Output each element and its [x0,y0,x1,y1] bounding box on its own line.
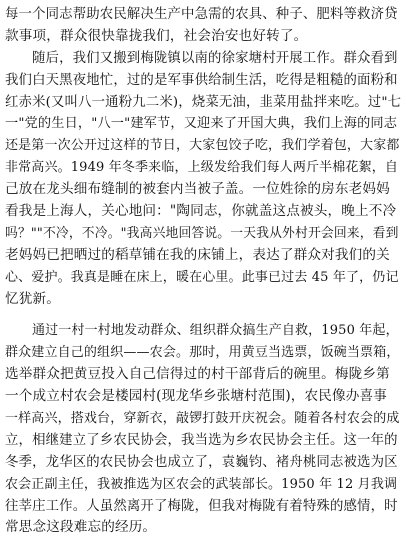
paragraph-gap [5,310,402,320]
text-line: 非常高兴。1949 年冬季来临，上级发给我们每人两斤半棉花絮，自 [5,160,399,176]
document-page [5,4,402,539]
text-line: 通过一村一村地发动群众、组织群众搞生产自救，1950 年起， [32,323,399,339]
text-line: 常思念这段难忘的经历。 [5,519,157,536]
paragraph-3 [5,320,402,539]
text-line: 款事项，群众很快靠拢我们，社会治安也好转了。 [5,27,308,44]
text-line: 心、爱护。我真是睡在床上，暖在心里。此事已过去 45 年了，仍记 [5,269,399,285]
text-line: 群众建立自己的组织——农会。那时，用黄豆当选票，饭碗当票箱， [5,345,400,361]
text-line: 随后，我们又搬到梅陇镇以南的徐家塘村开展工作。群众看到 [32,50,398,66]
text-line: 一样高兴，搭戏台，穿新衣，敲锣打鼓开庆祝会。随着各村农会的成 [5,411,400,427]
text-line: 忆犹新。 [5,290,60,307]
text-line: 己放在龙头细布缝制的被套内当被子盖。一位姓徐的房东老妈妈 [5,181,390,198]
text-line: 吗？""不冷，不冷。"我高兴地回答说。一天我从外村开会回来，看到 [5,225,399,241]
text-line: 我们白天黑夜地忙，过的是军事供给制生活，吃得是粗糙的面粉和 [5,72,398,88]
text-line: 一个成立村农会是楼园村(现龙华乡张塘村范围)，农民像办喜事 [5,388,387,405]
text-line: 农会正副主任，我被推选为区农会的武装部长。1950 年 12 月我调 [5,476,398,492]
text-line: 老妈妈已把晒过的稻草铺在我的床铺上，表达了群众对我们的关 [5,246,390,263]
paragraph-2 [5,48,402,311]
paragraph-1 [5,4,402,48]
text-line: 红赤米(又叫八一通粉九二米)，烧菜无油，韭菜用盐拌来吃。过"七 [5,94,402,110]
text-line: 一"党的生日，"八一"建军节，又迎来了开国大典，我们上海的同志 [5,116,398,132]
text-line: 往莘庄工作。人虽然离开了梅陇，但我对梅陇有着特殊的感情，时 [5,498,398,514]
text-line: 还是第一次公开过这样的节日，大家包饺子吃，我们学着包，大家都 [5,138,400,154]
text-line: 冬季，龙华区的农民协会也成立了，袁巍钧、褚舟桃同志被选为区 [5,454,398,470]
text-line: 立，相继建立了乡农民协会，我当选为乡农民协会主任。这一年的 [5,432,398,448]
text-line: 选举群众把黄豆投入自己信得过的村干部背后的碗里。梅陇乡第 [5,366,390,383]
text-line: 看我是上海人，关心地问："陶同志，你就盖这点被头，晚上不冷 [5,203,397,220]
text-line: 每一个同志帮助农民解决生产中急需的农具、种子、肥料等救济贷 [5,7,398,22]
